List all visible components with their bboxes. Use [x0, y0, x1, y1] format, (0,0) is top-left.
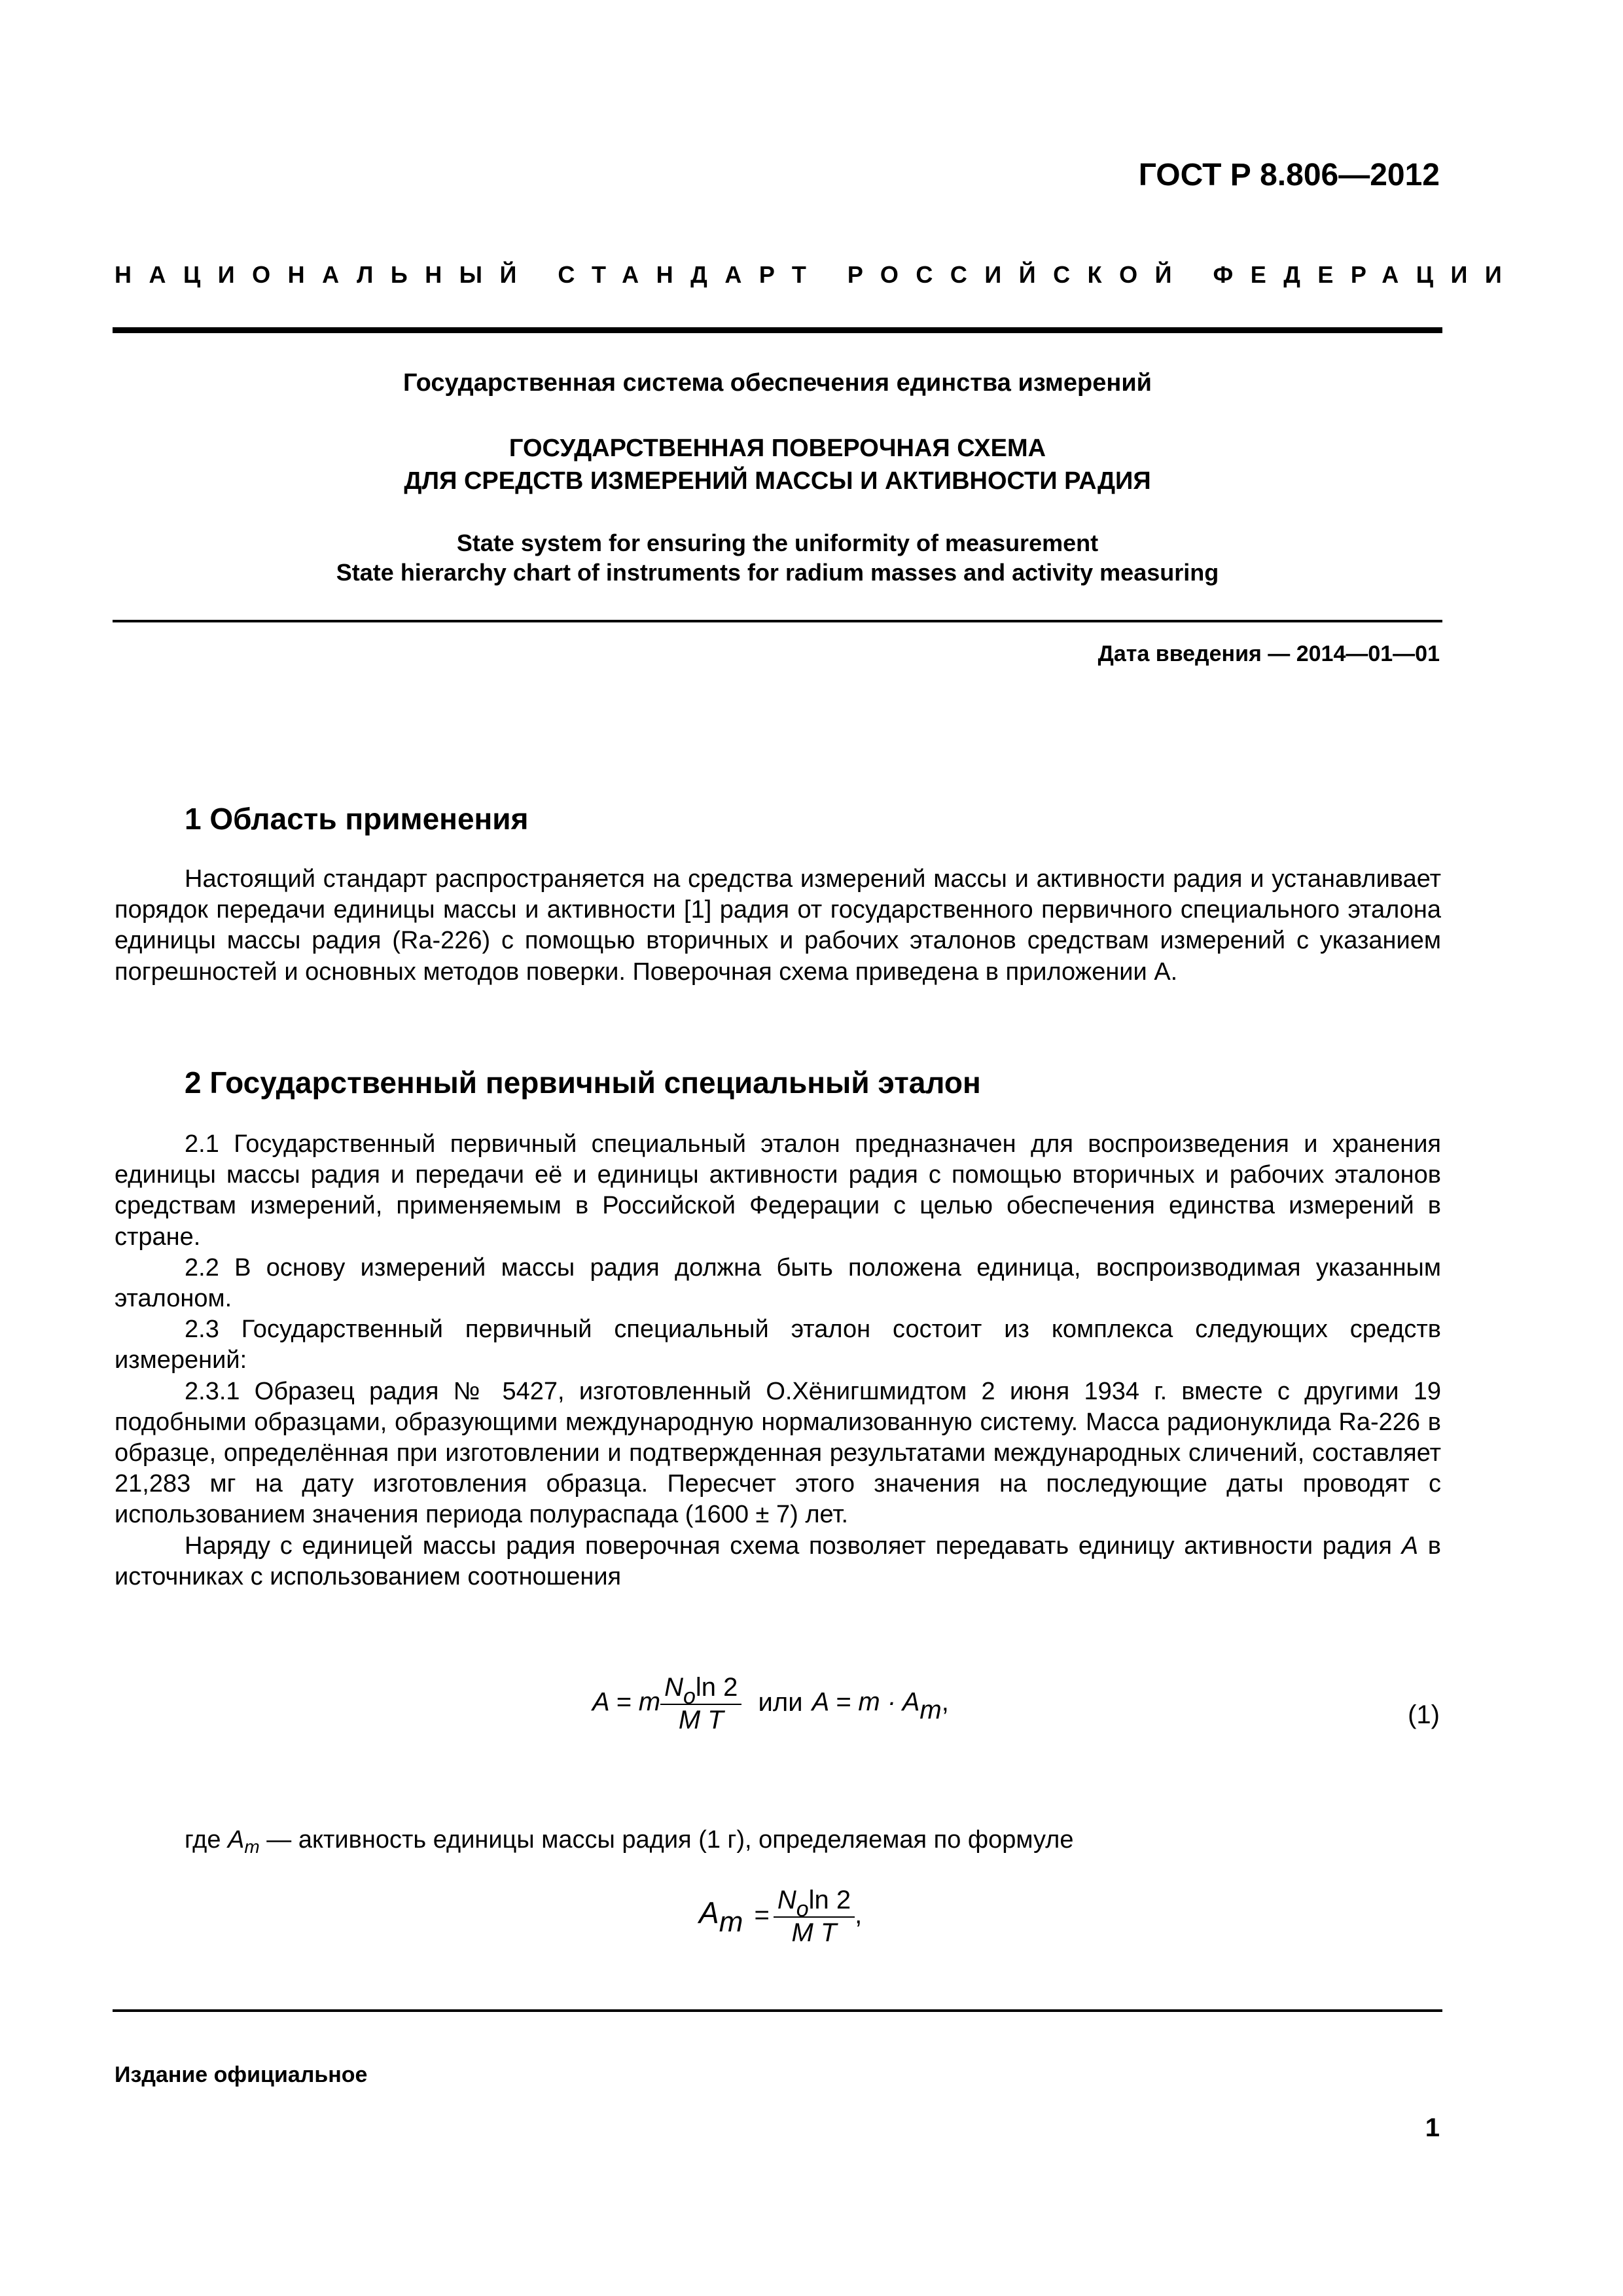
- header-divider: [113, 327, 1442, 333]
- main-title: [113, 432, 1442, 497]
- formula-1-N-sub: o: [683, 1684, 696, 1709]
- formula-1-N: N: [664, 1673, 683, 1702]
- section-2-text: [115, 1129, 1441, 1592]
- formula-1-denominator: M T: [678, 1706, 724, 1734]
- introduction-date: Дата введения — 2014—01—01: [1097, 641, 1440, 666]
- section-1-text: [115, 864, 1441, 988]
- english-title-line2: State hierarchy chart of instruments for radium masses and activity measuring: [336, 559, 1219, 586]
- formula-1-number: (1): [1408, 1700, 1440, 1729]
- activity-text-a: Наряду с единицей массы радия поверочная схема позволяет передавать единицу активности радия: [185, 1532, 1402, 1560]
- formula-2-comma: ,: [855, 1900, 863, 1929]
- formula-2-denominator: M T: [791, 1918, 837, 1947]
- formula-2-ln: ln 2: [808, 1886, 851, 1914]
- paragraph-2-1: 2.1 Государственный первичный специальный эталон предназначен для воспроизведения и хранения единицы массы радия и передачи её и единицы активности радия с помощью вторичных и рабочих эталонов средствам измерений, применяемым в Российской Федерации с целью обеспечения единства измерений в стране.: [115, 1130, 1441, 1251]
- section-2-heading: 2 Государственный первичный специальный эталон: [185, 1066, 981, 1100]
- formula-2-fraction: [774, 1885, 855, 1948]
- formula-1-comma: ,: [941, 1687, 949, 1717]
- formula-2-N: N: [777, 1886, 796, 1914]
- formula-1-or: или: [758, 1687, 803, 1717]
- footer-divider: [113, 2009, 1442, 2012]
- formula-2-eq: =: [754, 1900, 770, 1929]
- where-text: [185, 1825, 1073, 1857]
- main-title-line2: ДЛЯ СРЕДСТВ ИЗМЕРЕНИЙ МАССЫ И АКТИВНОСТИ РАДИЯ: [404, 467, 1151, 495]
- formula-2: [699, 1885, 862, 1948]
- formula-1-lhs: A = m: [592, 1687, 661, 1717]
- english-title: [113, 528, 1442, 587]
- formula-1-rhs-sub: m: [919, 1695, 942, 1725]
- title-divider: [113, 620, 1442, 622]
- where-rest: — активность единицы массы радия (1 г), определяемая по формуле: [259, 1826, 1074, 1854]
- paragraph-activity: [115, 1531, 1441, 1592]
- standard-code: ГОСТ Р 8.806—2012: [1138, 158, 1440, 192]
- formula-1-fraction: [660, 1672, 741, 1735]
- english-title-line1: State system for ensuring the uniformity of measurement: [456, 529, 1099, 556]
- formula-2-numerator: [774, 1885, 855, 1922]
- formula-2-lhs-sub: m: [719, 1905, 743, 1938]
- page-number: 1: [1425, 2113, 1440, 2142]
- paragraph-2-3: 2.3 Государственный первичный специальный эталон состоит из комплекса следующих средств измерений:: [115, 1316, 1441, 1374]
- activity-variable: A: [1401, 1532, 1419, 1560]
- formula-1-ln: ln 2: [695, 1673, 738, 1702]
- formula-1: [592, 1672, 949, 1735]
- system-title: Государственная система обеспечения единства измерений: [402, 369, 1152, 397]
- where-prefix: где: [185, 1826, 228, 1854]
- paragraph-2-2: 2.2 В основу измерений массы радия должна быть положена единица, воспроизводимая указанным эталоном.: [115, 1253, 1441, 1313]
- main-title-line1: ГОСУДАРСТВЕННАЯ ПОВЕРОЧНАЯ СХЕМА: [508, 435, 1046, 462]
- formula-1-numerator: [660, 1672, 741, 1709]
- formula-1-rhs: A = m · A: [812, 1687, 920, 1717]
- where-variable-sub: m: [244, 1837, 260, 1857]
- where-variable: A: [228, 1826, 245, 1854]
- section-1-heading: 1 Область применения: [185, 802, 529, 836]
- edition-label: Издание официальное: [115, 2062, 368, 2087]
- activity-text-b: в источниках с использованием соотношения: [115, 1532, 1441, 1590]
- national-standard-banner: НАЦИОНАЛЬНЫЙ СТАНДАРТ РОССИЙСКОЙ ФЕДЕРАЦИИ: [115, 261, 1520, 288]
- paragraph-2-3-1: 2.3.1 Образец радия № 5427, изготовленный О.Хёнигшмидтом 2 июня 1934 г. вместе с другими 19 подобными образцами, образующими международную нормализованную систему. Масса радионуклида Ra-226 в образце, определённая при изготовлении и подтвержденная результатами международных сличений, составляет 21,283 мг на дату изготовления образца. Пересчет этого значения на последующие даты проводят с использованием значения периода полураспада (1600 ± 7) лет.: [115, 1377, 1441, 1529]
- formula-2-lhs: A: [699, 1895, 719, 1930]
- formula-2-N-sub: o: [796, 1897, 809, 1922]
- section-1-paragraph: Настоящий стандарт распространяется на средства измерений массы и активности радия и устанавливает порядок передачи единицы массы и активности [1] радия от государственного первичного специального эталона единицы массы радия (Ra-226) с помощью вторичных и рабочих эталонов средствам измерений с указанием погрешностей и основных методов поверки. Поверочная схема приведена в приложении А.: [115, 865, 1441, 986]
